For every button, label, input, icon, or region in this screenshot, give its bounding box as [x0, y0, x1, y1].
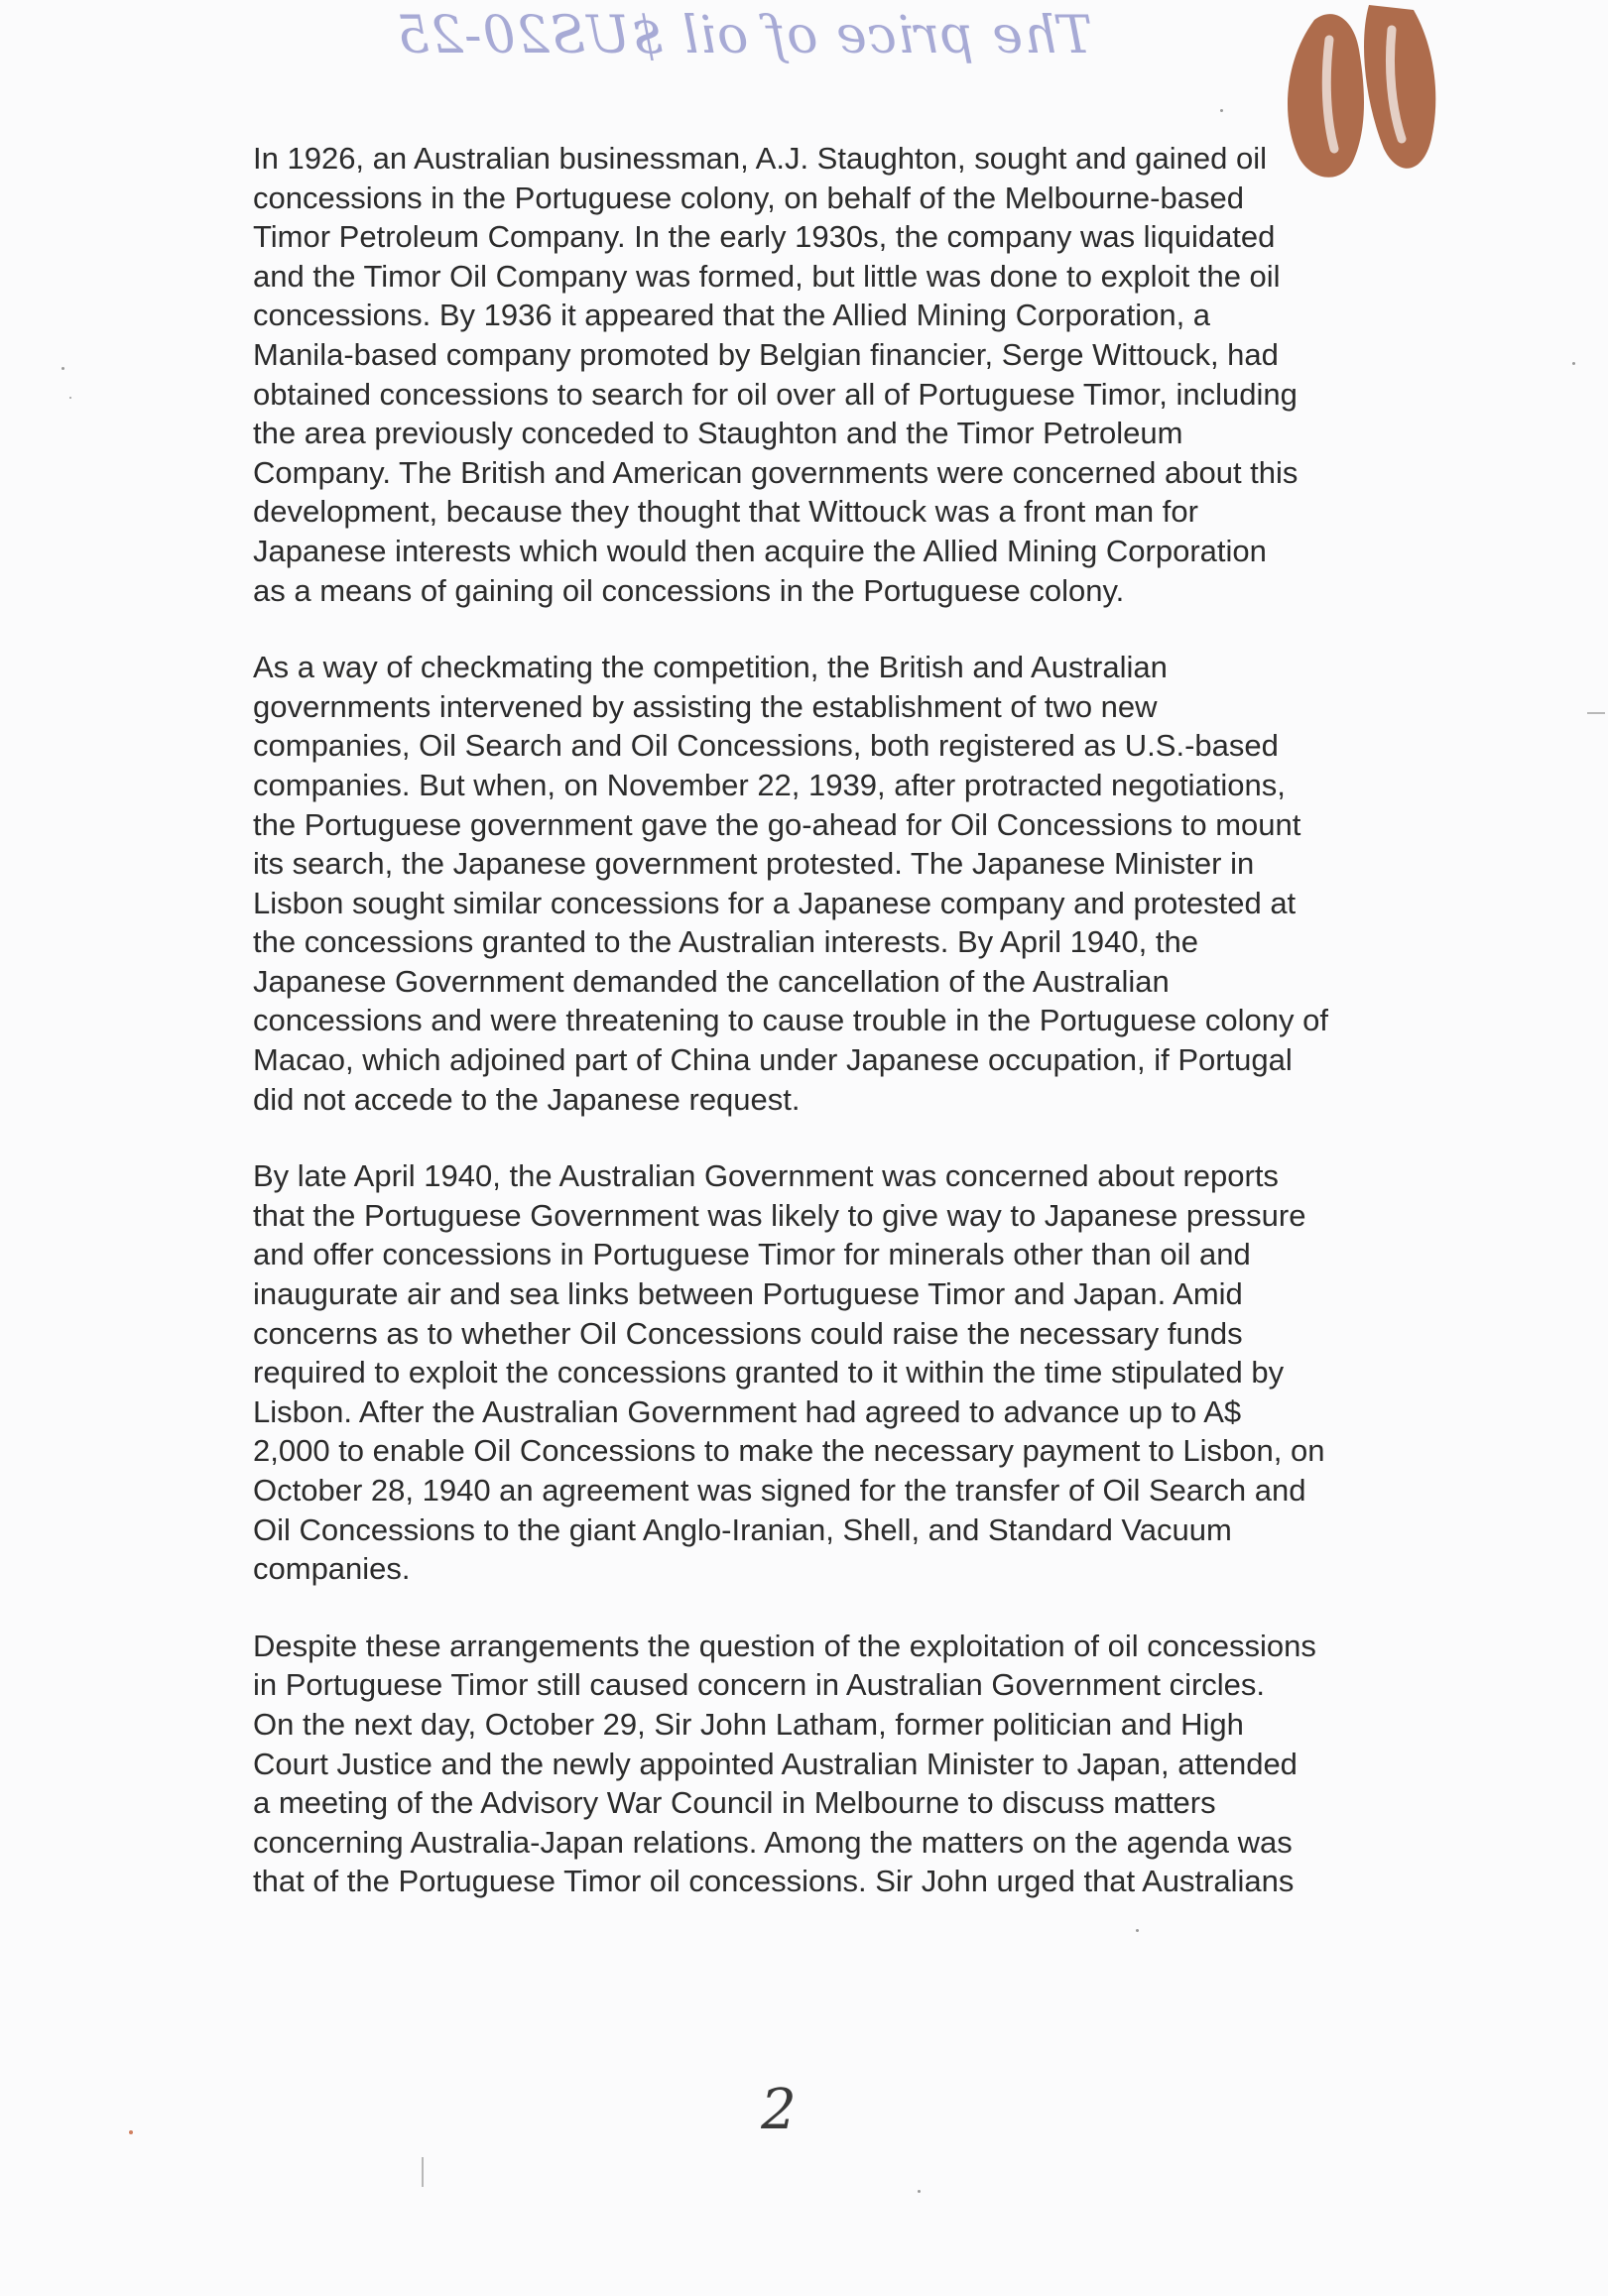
paragraph-2: As a way of checkmating the competition, the British and Australian governments intervened by assisting the establishment of two new companies, Oil Search and Oil Concessions, both registered as U.S.-based companies. But when, on November 22, 1939, after protracted negotiations, the Portuguese government gave the go-ahead for Oil Concessions to mount its search, the Japanese government protested. The Japanese Minister in Lisbon sought similar concessions for a Japanese company and protested at the concessions granted to the Australian interests. By April 1940, the Japanese Government demanded the cancellation of the Australian concessions and were threatening to cause trouble in the Portuguese colony of Macao, which adjoined part of China under Japanese occupation, if Portugal did not accede to the Japanese request.: [253, 650, 1328, 1117]
page-body: [253, 139, 1453, 1939]
paragraph-1: In 1926, an Australian businessman, A.J. Staughton, sought and gained oil concessions in the Portuguese colony, on behalf of the Melbourne-based Timor Petroleum Company. In the early 1930s, the company was liquidated and the Timor Oil Company was formed, but little was done to exploit the oil concessions. By 1936 it appeared that the Allied Mining Corporation, a Manila-based company promoted by Belgian financier, Serge Wittouck, had obtained concessions to search for oil over all of Portuguese Timor, including the area previously conceded to Staughton and the Timor Petroleum Company. The British and American governments were concerned about this development, because they thought that Wittouck was a front man for Japanese interests which would then acquire the Allied Mining Corporation as a means of gaining oil concessions in the Portuguese colony.: [253, 141, 1299, 608]
scan-speck: [129, 2130, 133, 2134]
scan-edge-mark: [422, 2157, 424, 2187]
paragraph-4: Despite these arrangements the question of the exploitation of oil concessions in Portuguese Timor still caused concern in Australian Government circles. On the next day, October 29, Sir John Latham, former politician and High Court Justice and the newly appointed Australian Minister to Japan, attended a meeting of the Advisory War Council in Melbourne to discuss matters concerning Australia-Japan relations. Among the matters on the agenda was that of the Portuguese Timor oil concessions. Sir John urged that Australians: [253, 1628, 1316, 1899]
scan-speck: [62, 367, 64, 370]
paragraph-3: By late April 1940, the Australian Government was concerned about reports that the Portuguese Government was likely to give way to Japanese pressure and offer concessions in Portuguese Timor for minerals other than oil and inaugurate air and sea links between Portuguese Timor and Japan. Amid concerns as to whether Oil Concessions could raise the necessary funds required to exploit the concessions granted to it within the time stipulated by Lisbon. After the Australian Government had agreed to advance up to A$ 2,000 to enable Oil Concessions to make the necessary payment to Lisbon, on October 28, 1940 an agreement was signed for the transfer of Oil Search and Oil Concessions to the giant Anglo-Iranian, Shell, and Standard Vacuum companies.: [253, 1158, 1325, 1587]
scan-speck: [1572, 362, 1575, 365]
bleed-through-note: The price of oil $US20-25: [395, 6, 1093, 65]
scan-speck: [1220, 109, 1223, 112]
scan-edge-mark: [1587, 712, 1605, 714]
page-number: 2: [761, 2078, 797, 2142]
scan-speck: [1136, 1929, 1139, 1932]
scan-speck: [918, 2190, 921, 2193]
scan-speck: [69, 397, 71, 399]
